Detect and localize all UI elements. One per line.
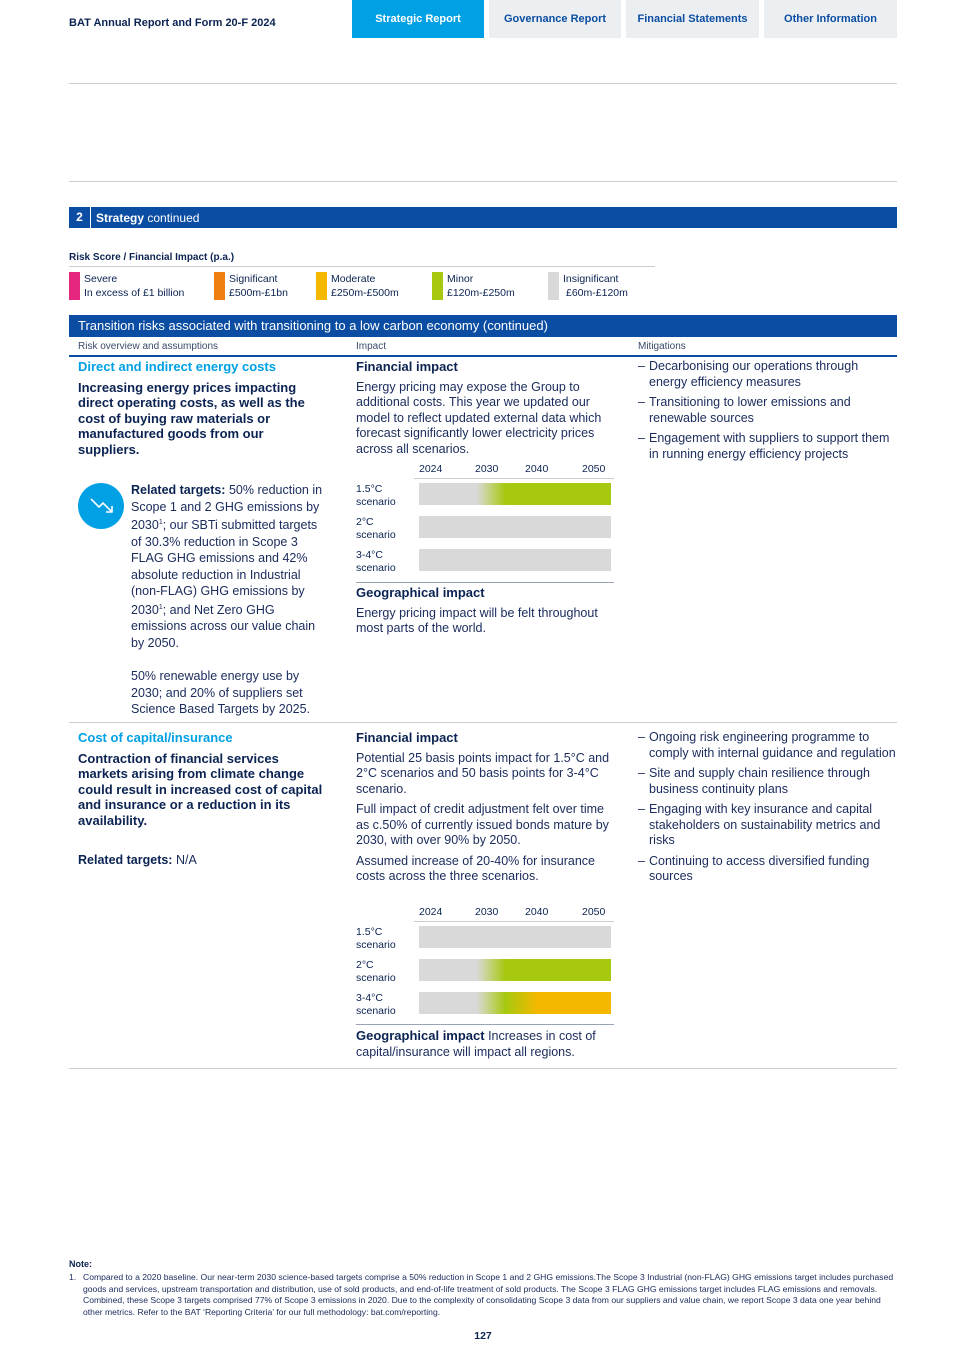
report-title: BAT Annual Report and Form 20-F 2024: [69, 17, 276, 29]
risk-description: Increasing energy prices impacting direct operating costs, as well as the cost of buying raw materials or manufactured goods from our suppliers.: [78, 379, 305, 457]
mitigation-item: – Continuing to access diversified funding sources: [638, 854, 896, 885]
legend-swatch: [432, 272, 443, 300]
year-label-2050: 2050: [582, 463, 606, 475]
footnote-marker: 1: [158, 519, 163, 526]
table-bottom-divider: [69, 1068, 897, 1069]
risk-bar: [419, 926, 611, 948]
financial-impact-text: Potential 25 basis points impact for 1.5°C and 2°C scenarios and 50 basis points for 3-4°C scenario.: [356, 750, 610, 796]
table-title: Transition risks associated with transitioning to a low carbon economy (continued): [69, 315, 897, 337]
legend-item-significant: [214, 272, 288, 300]
related-targets-label: Related targets:: [131, 483, 226, 497]
section-divider: [69, 181, 897, 182]
legend-name: Insignificant: [563, 273, 619, 285]
scenario-label: 2°C scenario: [356, 516, 396, 541]
legend-divider: [69, 266, 655, 267]
year-label-2030: 2030: [475, 463, 499, 475]
column-header-divider: [69, 355, 897, 357]
footnote: [69, 1272, 899, 1318]
legend-name: Significant: [229, 273, 278, 285]
legend-name: Severe: [84, 273, 118, 285]
legend-range: £60m-£120m: [566, 287, 628, 299]
mitigation-item: – Engaging with key insurance and capital stakeholders on sustainability metrics and risks: [638, 802, 896, 849]
risk-title: Direct and indirect energy costs: [78, 359, 276, 374]
related-targets-capital: [78, 853, 328, 869]
geographical-impact-text: Increases in cost of capital/insurance will impact all regions.: [356, 1029, 596, 1059]
downward-trend-icon: [78, 483, 124, 529]
section-title: Strategy continued: [96, 210, 200, 225]
column-header-mitigations: Mitigations: [638, 341, 686, 352]
year-label-2040: 2040: [525, 906, 549, 918]
year-label-2024: 2024: [419, 906, 443, 918]
financial-impact-text: Full impact of credit adjustment felt over time as c.50% of currently issued bonds mature by 2030, with over 90% by 2050.: [356, 802, 609, 847]
risk-overview-capital: [78, 730, 328, 869]
risk-bar: [419, 483, 611, 505]
tab-strategic-report[interactable]: Strategic Report: [352, 0, 484, 38]
energy-cost-chart: [356, 463, 614, 583]
scenario-label: 3-4°C scenario: [356, 549, 396, 574]
year-axis-rule: [414, 478, 614, 479]
section-number: 2: [69, 207, 91, 228]
related-targets-label: Related targets:: [78, 853, 173, 867]
risk-overview-energy: [78, 359, 328, 457]
legend-title: Risk Score / Financial Impact (p.a.): [69, 252, 235, 263]
financial-impact-title: Financial impact: [356, 730, 458, 745]
mitigations-energy: [638, 359, 896, 467]
row-divider: [69, 722, 897, 723]
legend-range: £120m-£250m: [447, 287, 515, 299]
mitigation-item: – Engagement with suppliers to support them in running energy efficiency projects: [638, 431, 896, 462]
legend-item-severe: [69, 272, 184, 300]
scenario-label: 2°C scenario: [356, 959, 396, 984]
geographical-impact-capital: [356, 1028, 618, 1060]
geographical-impact-energy: [356, 585, 614, 637]
legend-item-minor: [432, 272, 515, 300]
scenario-label: 1.5°C scenario: [356, 483, 396, 508]
geographical-impact-text: Energy pricing impact will be felt throughout most parts of the world.: [356, 605, 598, 635]
capital-cost-chart: [356, 906, 614, 1026]
related-targets-text: N/A: [175, 853, 197, 867]
legend-swatch: [316, 272, 327, 300]
tab-financial-statements[interactable]: Financial Statements: [626, 0, 759, 38]
related-targets-text: 50% reduction in Scope 1 and 2 GHG emissions by 2030: [131, 483, 323, 533]
risk-bar: [419, 516, 611, 538]
legend-range: £500m-£1bn: [229, 287, 288, 299]
mitigation-item: – Transitioning to lower emissions and renewable sources: [638, 395, 896, 426]
risk-title: Cost of capital/insurance: [78, 730, 233, 745]
financial-impact-title: Financial impact: [356, 359, 458, 374]
footnote-number: 1.: [69, 1272, 77, 1282]
financial-impact-text: Energy pricing may expose the Group to additional costs. This year we updated our model to reflect updated external data which forecast significantly lower electricity prices across all scenarios.: [356, 379, 602, 456]
chart-divider: [356, 1024, 614, 1025]
geographical-impact-title: Geographical impact: [356, 1028, 485, 1043]
mitigation-item: – Site and supply chain resilience through business continuity plans: [638, 766, 896, 797]
legend-swatch: [69, 272, 80, 300]
related-targets-text: ; our SBTi submitted targets of 30.3% reduction in Scope 3 FLAG GHG emissions and 42% absolute reduction in Industrial (non-FLAG) GHG emissions by 2030: [131, 518, 318, 617]
legend-swatch: [214, 272, 225, 300]
scenario-label: 1.5°C scenario: [356, 926, 396, 951]
legend-item-insignificant: [548, 272, 628, 300]
note-title: Note:: [69, 1259, 92, 1269]
tab-governance-report[interactable]: Governance Report: [489, 0, 621, 38]
year-label-2050: 2050: [582, 906, 606, 918]
column-header-impact: Impact: [356, 341, 387, 352]
legend-name: Minor: [447, 273, 474, 285]
tab-other-information[interactable]: Other Information: [764, 0, 897, 38]
chart-divider: [356, 582, 614, 583]
mitigation-item: – Ongoing risk engineering programme to comply with internal guidance and regulation: [638, 730, 896, 761]
financial-impact-text: Assumed increase of 20-40% for insurance costs across the three scenarios.: [356, 853, 596, 883]
footnote-text: Compared to a 2020 baseline. Our near-term 2030 science-based targets comprise a 50% reduction in Scope 1 and 2 GHG emissions.The Scope 3 Industrial (non-FLAG) GHG emissions target includes purchased goods and services, upstream transportation and distribution, use of sold products, and end-of-life treatment of sold products. The Scope 3 FLAG GHG emissions target includes FLAG emissions and removals. Combined, these Scope 3 targets comprised 77% of Scope 3 emissions in 2020. Due to the complexity of consolidating Scope 3 data from our suppliers and value chain, we report Scope 3 data one year behind other metrics. Refer to the BAT ‘Reporting Criteria’ for our full methodology: bat.com/reporting.: [83, 1272, 894, 1317]
year-label-2040: 2040: [525, 463, 549, 475]
risk-bar: [419, 959, 611, 981]
risk-bar: [419, 549, 611, 571]
impact-energy: [356, 359, 612, 457]
risk-bar: [419, 992, 611, 1014]
geographical-impact-title: Geographical impact: [356, 585, 485, 600]
year-label-2024: 2024: [419, 463, 443, 475]
related-targets-text: ; and Net Zero GHG emissions across our value chain by 2050.: [131, 602, 316, 650]
column-header-risk: Risk overview and assumptions: [78, 341, 219, 352]
mitigations-capital: [638, 730, 896, 890]
legend-item-moderate: [316, 272, 399, 300]
year-axis-rule: [414, 921, 614, 922]
related-targets-energy: [131, 482, 331, 718]
legend-range: In excess of £1 billion: [84, 287, 185, 299]
legend-swatch: [548, 272, 559, 300]
page-number: 127: [474, 1330, 492, 1342]
risk-description: Contraction of financial services markets arising from climate change could result in increased cost of capital and insurance or a reduction in its availability.: [78, 750, 323, 828]
legend-range: £250m-£500m: [331, 287, 399, 299]
header-divider: [69, 83, 897, 84]
related-targets-text: 50% renewable energy use by 2030; and 20% of suppliers set Science Based Targets by 2025.: [131, 669, 311, 717]
year-label-2030: 2030: [475, 906, 499, 918]
section-header: [69, 207, 897, 228]
footnote-marker: 1: [158, 603, 163, 611]
legend-name: Moderate: [331, 273, 376, 285]
impact-capital: [356, 730, 612, 885]
scenario-label: 3-4°C scenario: [356, 992, 396, 1017]
mitigation-item: – Decarbonising our operations through energy efficiency measures: [638, 359, 896, 390]
